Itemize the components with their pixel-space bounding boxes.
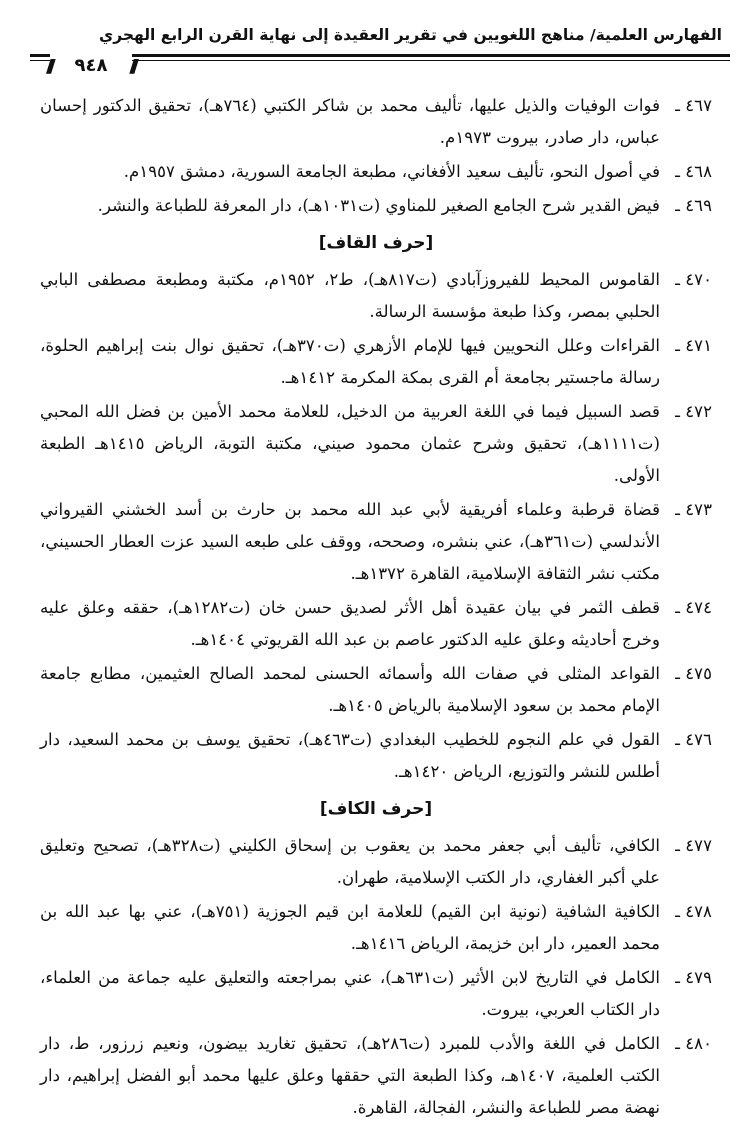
bibliography-entry xyxy=(40,896,712,960)
bibliography-entry xyxy=(40,962,712,1026)
entry-number: ٤٧٦ ـ xyxy=(675,730,712,749)
entry-group xyxy=(40,90,712,222)
page-number: ٩٤٨ xyxy=(74,55,108,76)
entry-number: ٤٧٩ ـ xyxy=(675,968,712,987)
bibliography-entry xyxy=(40,90,712,154)
entry-text: في أصول النحو، تأليف سعيد الأفغاني، مطبعة الجامعة السورية، دمشق ١٩٥٧م. xyxy=(123,162,660,181)
header-rule-thick xyxy=(30,54,730,57)
entry-text: الكافية الشافية (نونية ابن القيم) للعلامة ابن قيم الجوزية (٧٥١هـ)، عني بها عبد الله بن محمد العمير، دار ابن خزيمة، الرياض ١٤١٦هـ. xyxy=(40,902,660,953)
bibliography-entry xyxy=(40,396,712,492)
entry-number: ٤٧٥ ـ xyxy=(675,664,712,683)
header-rule-thin xyxy=(30,60,730,61)
slash-ornament-left: /// xyxy=(46,56,51,77)
section-heading-kaf: [حرف الكاف] xyxy=(319,799,433,819)
entry-text: القول في علم النجوم للخطيب البغدادي (ت٤٦٣هـ)، تحقيق يوسف بن محمد السعيد، دار أطلس للنشر والتوزيع، الرياض ١٤٢٠هـ. xyxy=(40,730,660,781)
bibliography-entry xyxy=(40,264,712,328)
running-title: الفهارس العلمية/ مناهج اللغويين في تقرير العقيدة إلى نهاية القرن الرابع الهجري xyxy=(98,26,722,44)
bibliography-entry xyxy=(40,190,712,222)
page-number-box xyxy=(46,54,134,78)
entry-number: ٤٧٠ ـ xyxy=(675,270,713,289)
bibliography-entry xyxy=(40,830,712,894)
entry-text: القراءات وعلل النحويين فيها للإمام الأزهري (ت٣٧٠هـ)، تحقيق نوال بنت إبراهيم الحلوة، رسالة ماجستير بجامعة أم القرى بمكة المكرمة ١٤١٢هـ. xyxy=(40,336,660,387)
entry-text: الكافي، تأليف أبي جعفر محمد بن يعقوب بن إسحاق الكليني (ت٣٢٨هـ)، تصحيح وتعليق علي أكبر الغفاري، دار الكتب الإسلامية، طهران. xyxy=(40,836,661,887)
entry-text: قصد السبيل فيما في اللغة العربية من الدخيل، للعلامة محمد الأمين بن فضل الله المحبي (ت١١١١هـ)، تحقيق وشرح عثمان محمود صيني، مكتبة التوبة، الرياض ١٤١٥هـ الطبعة الأولى. xyxy=(40,402,660,485)
bibliography-entry xyxy=(40,592,712,656)
bibliography-list xyxy=(40,90,712,1126)
bibliography-entry xyxy=(40,1028,712,1124)
bibliography-entry xyxy=(40,494,712,590)
entry-number: ٤٧٧ ـ xyxy=(675,836,713,855)
entry-text: قضاة قرطبة وعلماء أفريقية لأبي عبد الله محمد بن حارث بن أسد الخشني القيرواني الأندلسي (ت٣٦١هـ)، عني بنشره، وصححه، ووقف على طبعه السيد عزت العطار الحسيني، مكتب نشر الثقافة الإسلامية، القاهرة ١٣٧٢هـ. xyxy=(40,500,660,583)
entry-number: ٤٦٩ ـ xyxy=(675,196,712,215)
entry-text: القاموس المحيط للفيروزآبادي (ت٨١٧هـ)، ط٢، ١٩٥٢م، مكتبة ومطبعة مصطفى البابي الحلبي بمصر، وكذا طبعة مؤسسة الرسالة. xyxy=(40,270,661,321)
entry-number: ٤٦٨ ـ xyxy=(675,162,712,181)
entry-group xyxy=(40,794,712,1124)
entry-number: ٤٦٧ ـ xyxy=(675,96,712,115)
entry-number: ٤٧١ ـ xyxy=(675,336,712,355)
entry-text: فوات الوفيات والذيل عليها، تأليف محمد بن شاكر الكتبي (٧٦٤هـ)، تحقيق الدكتور إحسان عباس، دار صادر، بيروت ١٩٧٣م. xyxy=(40,96,660,147)
slash-ornament-right: /// xyxy=(129,56,134,77)
bibliography-entry xyxy=(40,724,712,788)
bibliography-entry xyxy=(40,330,712,394)
entry-number: ٤٧٢ ـ xyxy=(675,402,712,421)
entry-text: القواعد المثلى في صفات الله وأسمائه الحسنى لمحمد الصالح العثيمين، مطابع جامعة الإمام محمد بن سعود الإسلامية بالرياض ١٤٠٥هـ. xyxy=(40,664,660,715)
entry-group xyxy=(40,228,712,788)
entry-number: ٤٧٣ ـ xyxy=(675,500,712,519)
entry-text: الكامل في اللغة والأدب للمبرد (ت٢٨٦هـ)، تحقيق تغاريد بيضون، ونعيم زرزور، ط، دار الكتب العلمية، ١٤٠٧هـ، وكذا الطبعة التي حققها وعلق عليها محمد أبو الفضل إبراهيم، دار نهضة مصر للطباعة والنشر، الفجالة، القاهرة. xyxy=(40,1034,661,1117)
entry-number: ٤٧٤ ـ xyxy=(675,598,712,617)
running-header xyxy=(30,20,730,82)
bibliography-entry xyxy=(40,156,712,188)
entry-text: فيض القدير شرح الجامع الصغير للمناوي (ت١٠٣١هـ)، دار المعرفة للطباعة والنشر. xyxy=(97,196,660,215)
section-heading-qaf: [حرف القاف] xyxy=(318,233,434,253)
entry-number: ٤٨٠ ـ xyxy=(675,1034,712,1053)
bibliography-entry xyxy=(40,658,712,722)
entry-text: قطف الثمر في بيان عقيدة أهل الأثر لصديق حسن خان (ت١٢٨٢هـ)، حققه وعلق عليه وخرج أحاديثه وعلق عليه الدكتور عاصم بن عبد الله القريوتي ١٤٠٤هـ. xyxy=(40,598,660,649)
entry-number: ٤٧٨ ـ xyxy=(675,902,712,921)
entry-text: الكامل في التاريخ لابن الأثير (ت٦٣١هـ)، عني بمراجعته والتعليق عليه جماعة من العلماء، دار الكتاب العربي، بيروت. xyxy=(40,968,660,1019)
